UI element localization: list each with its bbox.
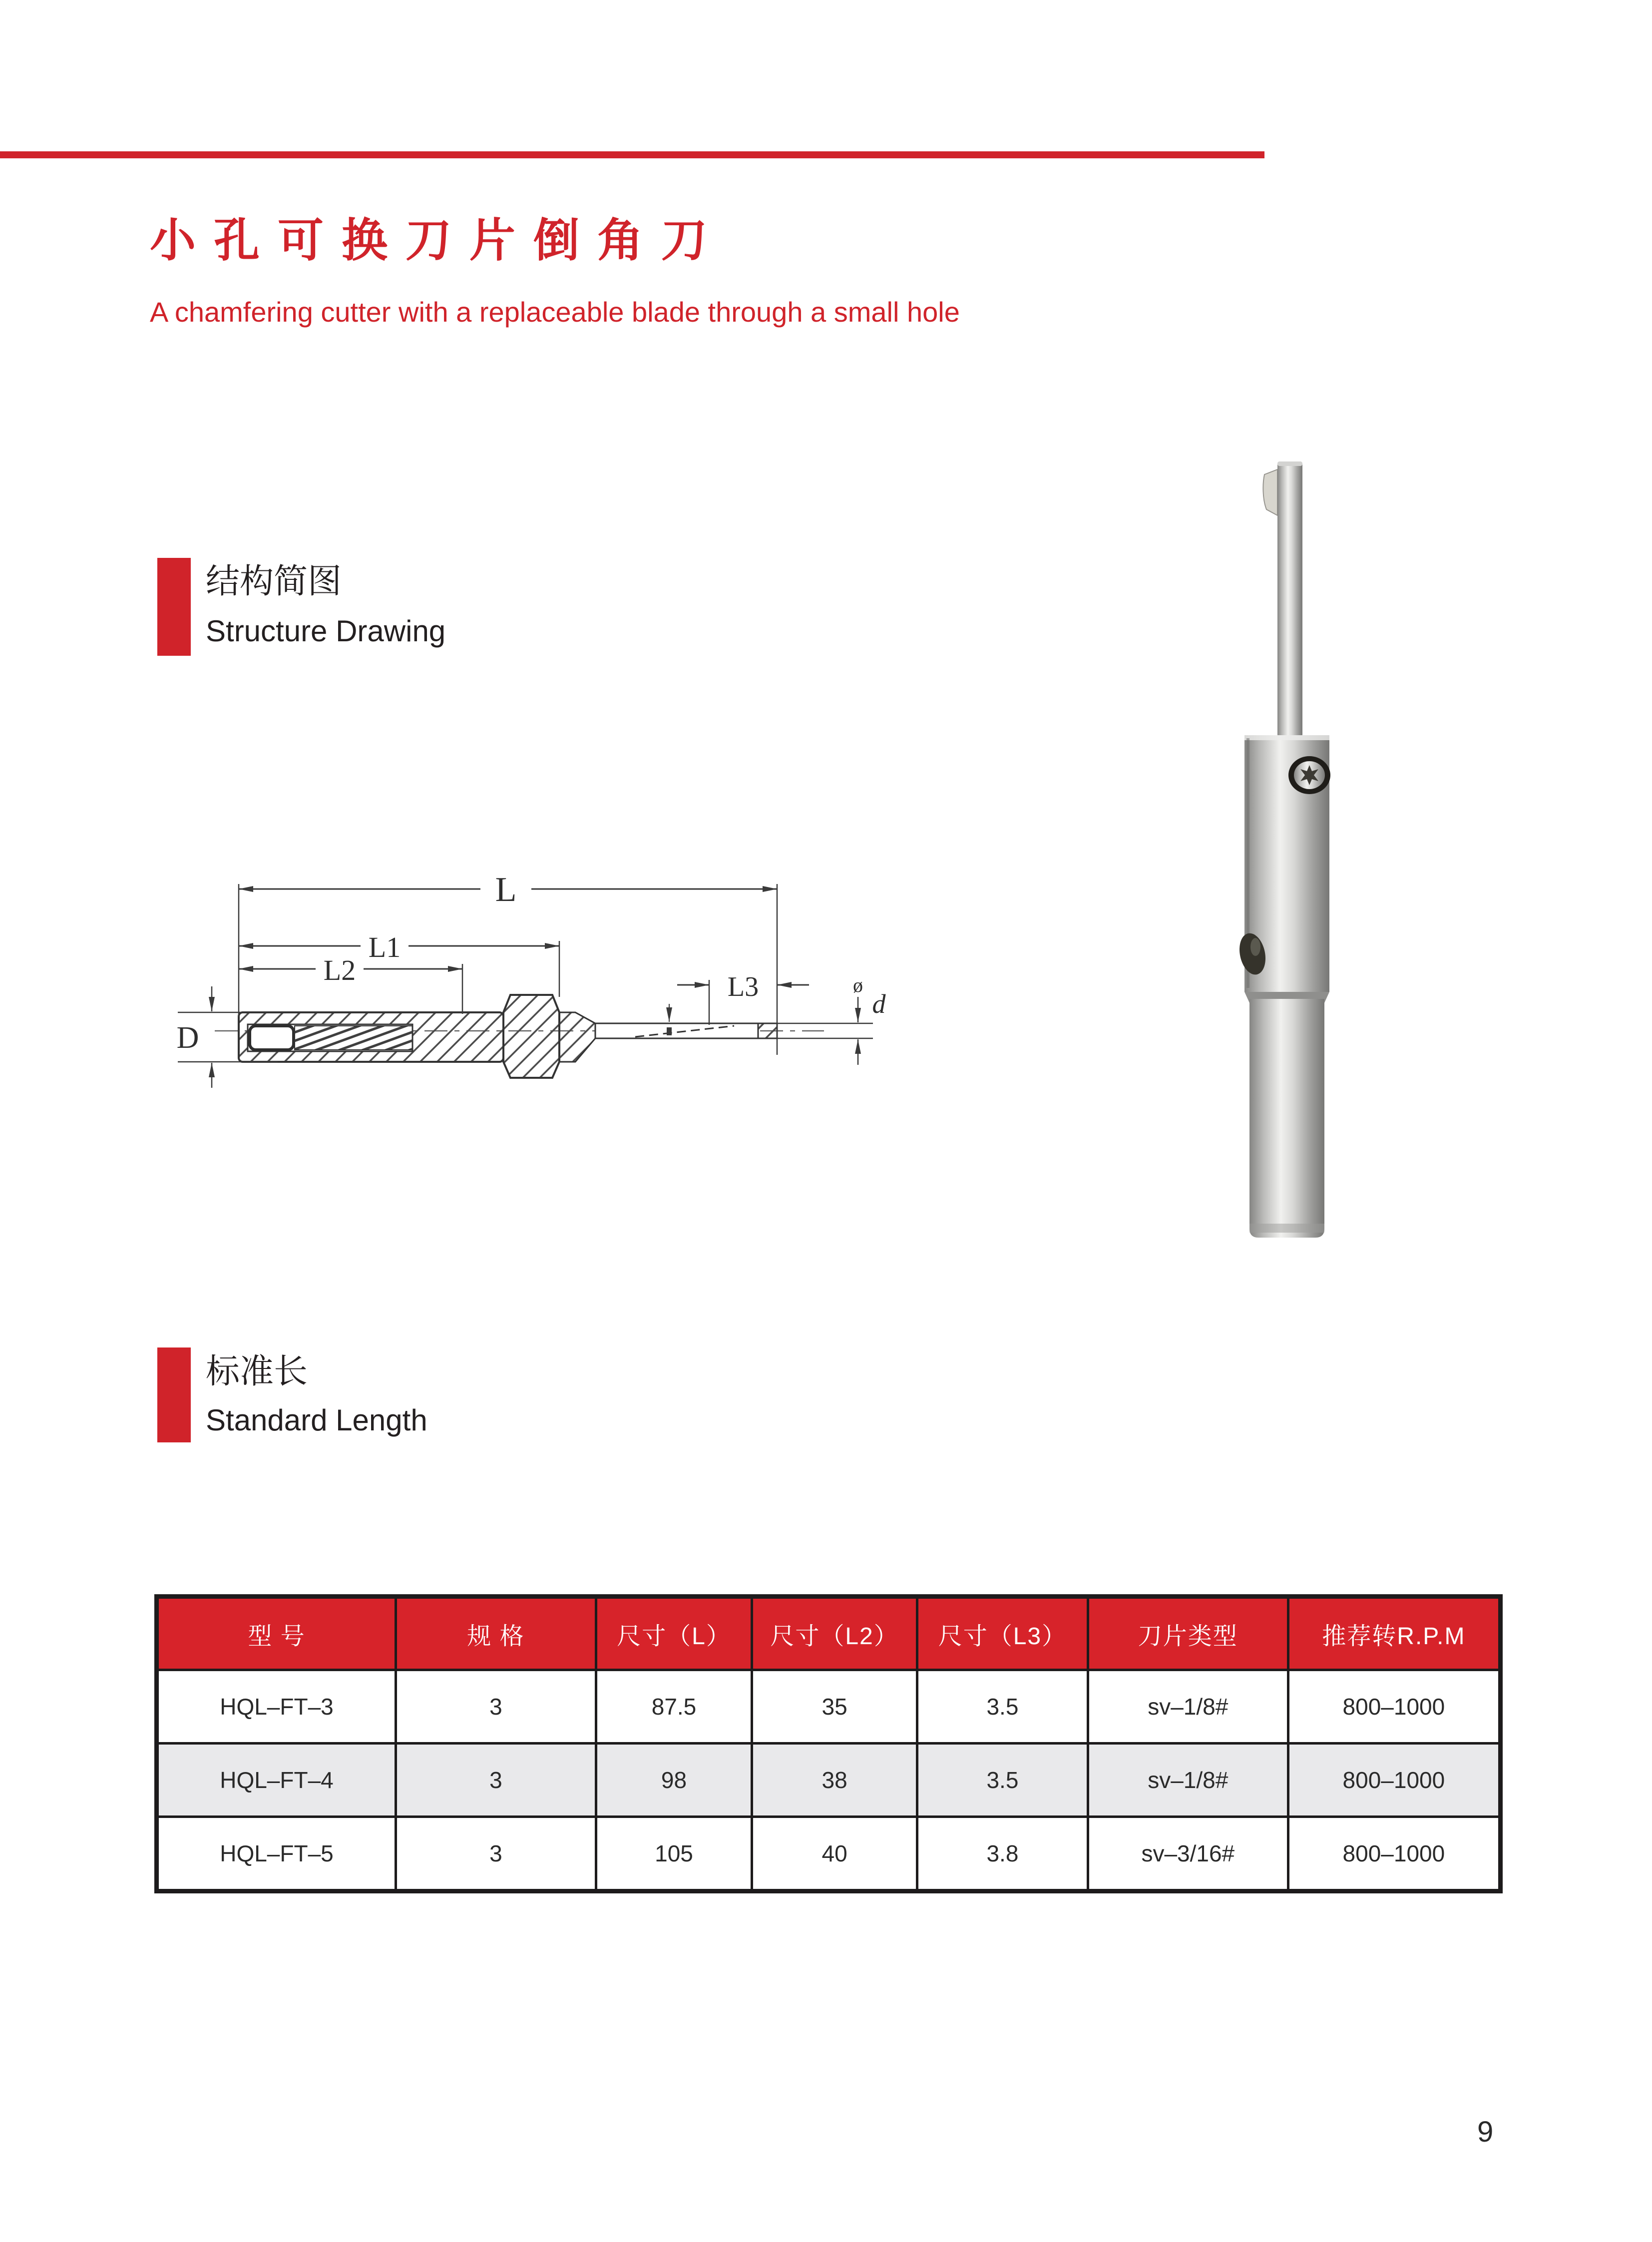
spec-col-header-3: 尺寸（L2）	[752, 1597, 917, 1670]
drawing-thread	[295, 1026, 413, 1050]
drawing-collar	[503, 995, 559, 1078]
dim-label-phi: ø	[853, 974, 863, 996]
table-row	[157, 1670, 1501, 1744]
table-cell: 800–1000	[1288, 1817, 1500, 1891]
page-number: 9	[1477, 2116, 1494, 2148]
section-title-standard-length-en: Standard Length	[206, 1403, 427, 1437]
table-cell: 105	[596, 1817, 752, 1891]
spec-col-header-1: 规 格	[396, 1597, 596, 1670]
spec-col-header-0: 型 号	[157, 1597, 396, 1670]
dim-label-L2: L2	[323, 954, 356, 986]
table-cell: HQL–FT–4	[157, 1744, 396, 1817]
photo-shank	[1249, 999, 1324, 1238]
table-cell: 35	[752, 1670, 917, 1744]
table-row	[157, 1744, 1501, 1817]
dim-label-D: D	[176, 1021, 199, 1055]
table-cell: HQL–FT–5	[157, 1817, 396, 1891]
table-cell: 40	[752, 1817, 917, 1891]
section-title-standard-length-zh: 标准长	[206, 1352, 308, 1390]
table-cell: 800–1000	[1288, 1744, 1500, 1817]
table-row	[157, 1817, 1501, 1891]
table-cell: 87.5	[596, 1670, 752, 1744]
photo-blade	[1263, 469, 1277, 515]
drawing-blade-screw	[667, 1027, 672, 1035]
spec-col-header-5: 刀片类型	[1088, 1597, 1288, 1670]
spec-col-header-2: 尺寸（L）	[596, 1597, 752, 1670]
spec-col-header-4: 尺寸（L3）	[917, 1597, 1088, 1670]
spec-table-header	[157, 1597, 1501, 1670]
spec-table	[154, 1594, 1503, 1893]
top-red-rule	[0, 151, 1264, 158]
spec-col-header-6: 推荐转R.P.M	[1288, 1597, 1500, 1670]
photo-pin	[1277, 461, 1302, 737]
table-cell: 3.5	[917, 1744, 1088, 1817]
dim-label-d: d	[872, 989, 886, 1019]
drawing-bore-opening	[250, 1026, 294, 1050]
table-cell: 3.5	[917, 1670, 1088, 1744]
table-cell: 3	[396, 1817, 596, 1891]
section-title-structure-en: Structure Drawing	[206, 614, 446, 648]
table-cell: 38	[752, 1744, 917, 1817]
product-photo	[1224, 449, 1353, 1249]
section-marker-standard-length	[157, 1347, 191, 1442]
table-cell: 98	[596, 1744, 752, 1817]
spec-table-container	[154, 1594, 1503, 1893]
dim-label-L1: L1	[368, 931, 401, 963]
drawing-rod-tip	[758, 1023, 777, 1038]
dim-label-L3: L3	[727, 971, 759, 1002]
table-cell: 800–1000	[1288, 1670, 1500, 1744]
page-title-zh: 小孔可换刀片倒角刀	[150, 215, 726, 266]
page-subtitle-en: A chamfering cutter with a replaceable blade through a small hole	[150, 296, 960, 328]
table-cell: sv–1/8#	[1088, 1670, 1288, 1744]
section-marker-structure	[157, 558, 191, 656]
table-cell: sv–3/16#	[1088, 1817, 1288, 1891]
table-cell: 3	[396, 1670, 596, 1744]
table-cell: 3	[396, 1744, 596, 1817]
section-title-structure-zh: 结构简图	[206, 562, 342, 600]
table-cell: sv–1/8#	[1088, 1744, 1288, 1817]
drawing-taper	[559, 1012, 595, 1062]
table-cell: HQL–FT–3	[157, 1670, 396, 1744]
table-cell: 3.8	[917, 1817, 1088, 1891]
structure-drawing	[160, 839, 909, 1099]
dim-label-L: L	[495, 871, 517, 909]
